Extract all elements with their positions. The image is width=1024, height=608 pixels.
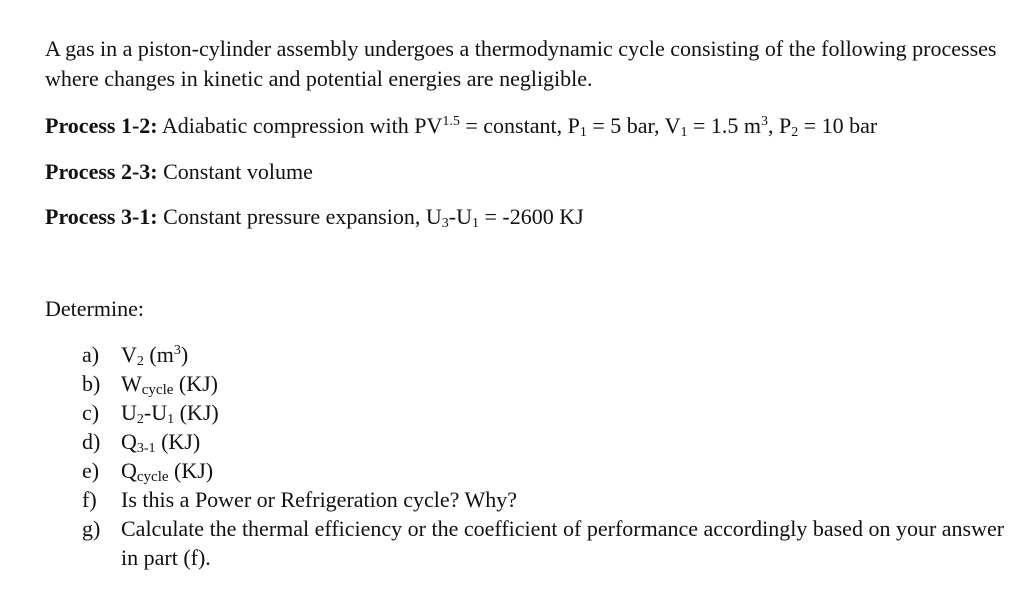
- process-3-1-text: -U: [448, 204, 472, 229]
- question-symbol: Q: [121, 458, 137, 483]
- question-text: [121, 456, 1012, 485]
- process-3-1-label: Process 3-1:: [45, 204, 158, 229]
- process-1-2-text: = 10 bar: [798, 113, 878, 138]
- process-3-1-text: = -2600 KJ: [478, 204, 584, 229]
- question-symbol: Q: [121, 429, 137, 454]
- question-item: [82, 369, 1012, 398]
- process-1-2-superscript: 3: [760, 114, 768, 129]
- process-1-2-text: = 1.5 m: [687, 113, 761, 138]
- process-2-3-label: Process 2-3:: [45, 159, 158, 184]
- question-text: Calculate the thermal efficiency or the coefficient of performance accordingly based on your answer in part (f).: [121, 516, 1005, 570]
- question-letter: c): [82, 400, 100, 425]
- question-text: [121, 340, 1012, 369]
- process-2-3-text: Constant volume: [157, 159, 313, 184]
- process-1-2-subscript: 2: [791, 125, 799, 140]
- question-subscript: 2: [136, 412, 144, 427]
- question-letter: f): [82, 487, 97, 512]
- question-item: [82, 514, 1012, 572]
- question-item: [82, 340, 1012, 369]
- process-1-2-text: Adiabatic compression with PV: [157, 113, 443, 138]
- question-symbol: V: [121, 342, 137, 367]
- process-2-3: [45, 157, 313, 187]
- question-item: [82, 427, 1012, 456]
- question-unit: (KJ): [174, 400, 219, 425]
- question-symbol: U: [121, 400, 137, 425]
- process-3-1-subscript: 3: [441, 216, 449, 231]
- question-superscript: 3: [173, 343, 181, 358]
- question-letter: g): [82, 516, 101, 541]
- question-subscript: cycle: [141, 382, 174, 398]
- process-1-2-text: , P: [767, 113, 792, 138]
- question-subscript: cycle: [136, 469, 169, 485]
- process-1-2-label: Process 1-2:: [45, 113, 158, 138]
- process-3-1: [45, 202, 584, 232]
- question-unit: (m: [143, 342, 174, 367]
- question-unit: (KJ): [168, 458, 214, 483]
- question-subscript: 2: [136, 354, 144, 369]
- process-1-2-subscript: 1: [680, 125, 688, 140]
- question-letter: e): [82, 458, 100, 483]
- question-unit: ): [180, 342, 189, 367]
- process-1-2-text: = constant, P: [459, 113, 580, 138]
- question-text: [121, 369, 1012, 398]
- question-symbol: -U: [143, 400, 168, 425]
- determine-heading: Determine:: [45, 296, 144, 321]
- process-1-2-text: = 5 bar, V: [586, 113, 681, 138]
- intro-paragraph: A gas in a piston-cylinder assembly undergoes a thermodynamic cycle consisting of the following processes where changes in kinetic and potential energies are negligible.: [45, 36, 997, 91]
- question-list: [82, 340, 1012, 572]
- process-1-2-exponent: 1.5: [442, 114, 460, 129]
- question-item: [82, 485, 1012, 514]
- question-letter: a): [82, 342, 100, 367]
- question-subscript: 3-1: [136, 441, 156, 456]
- process-1-2-subscript: 1: [579, 125, 587, 140]
- process-3-1-subscript: 1: [471, 216, 479, 231]
- question-letter: d): [82, 429, 101, 454]
- question-item: [82, 398, 1012, 427]
- question-subscript: 1: [167, 412, 175, 427]
- question-text: [121, 398, 1012, 427]
- question-item: [82, 456, 1012, 485]
- question-text: [121, 427, 1012, 456]
- process-3-1-text: Constant pressure expansion, U: [157, 204, 442, 229]
- question-unit: (KJ): [155, 429, 201, 454]
- question-unit: (KJ): [173, 371, 219, 396]
- question-symbol: W: [121, 371, 142, 396]
- process-1-2: [45, 111, 877, 141]
- question-text: Is this a Power or Refrigeration cycle? Why?: [121, 487, 518, 512]
- question-letter: b): [82, 371, 101, 396]
